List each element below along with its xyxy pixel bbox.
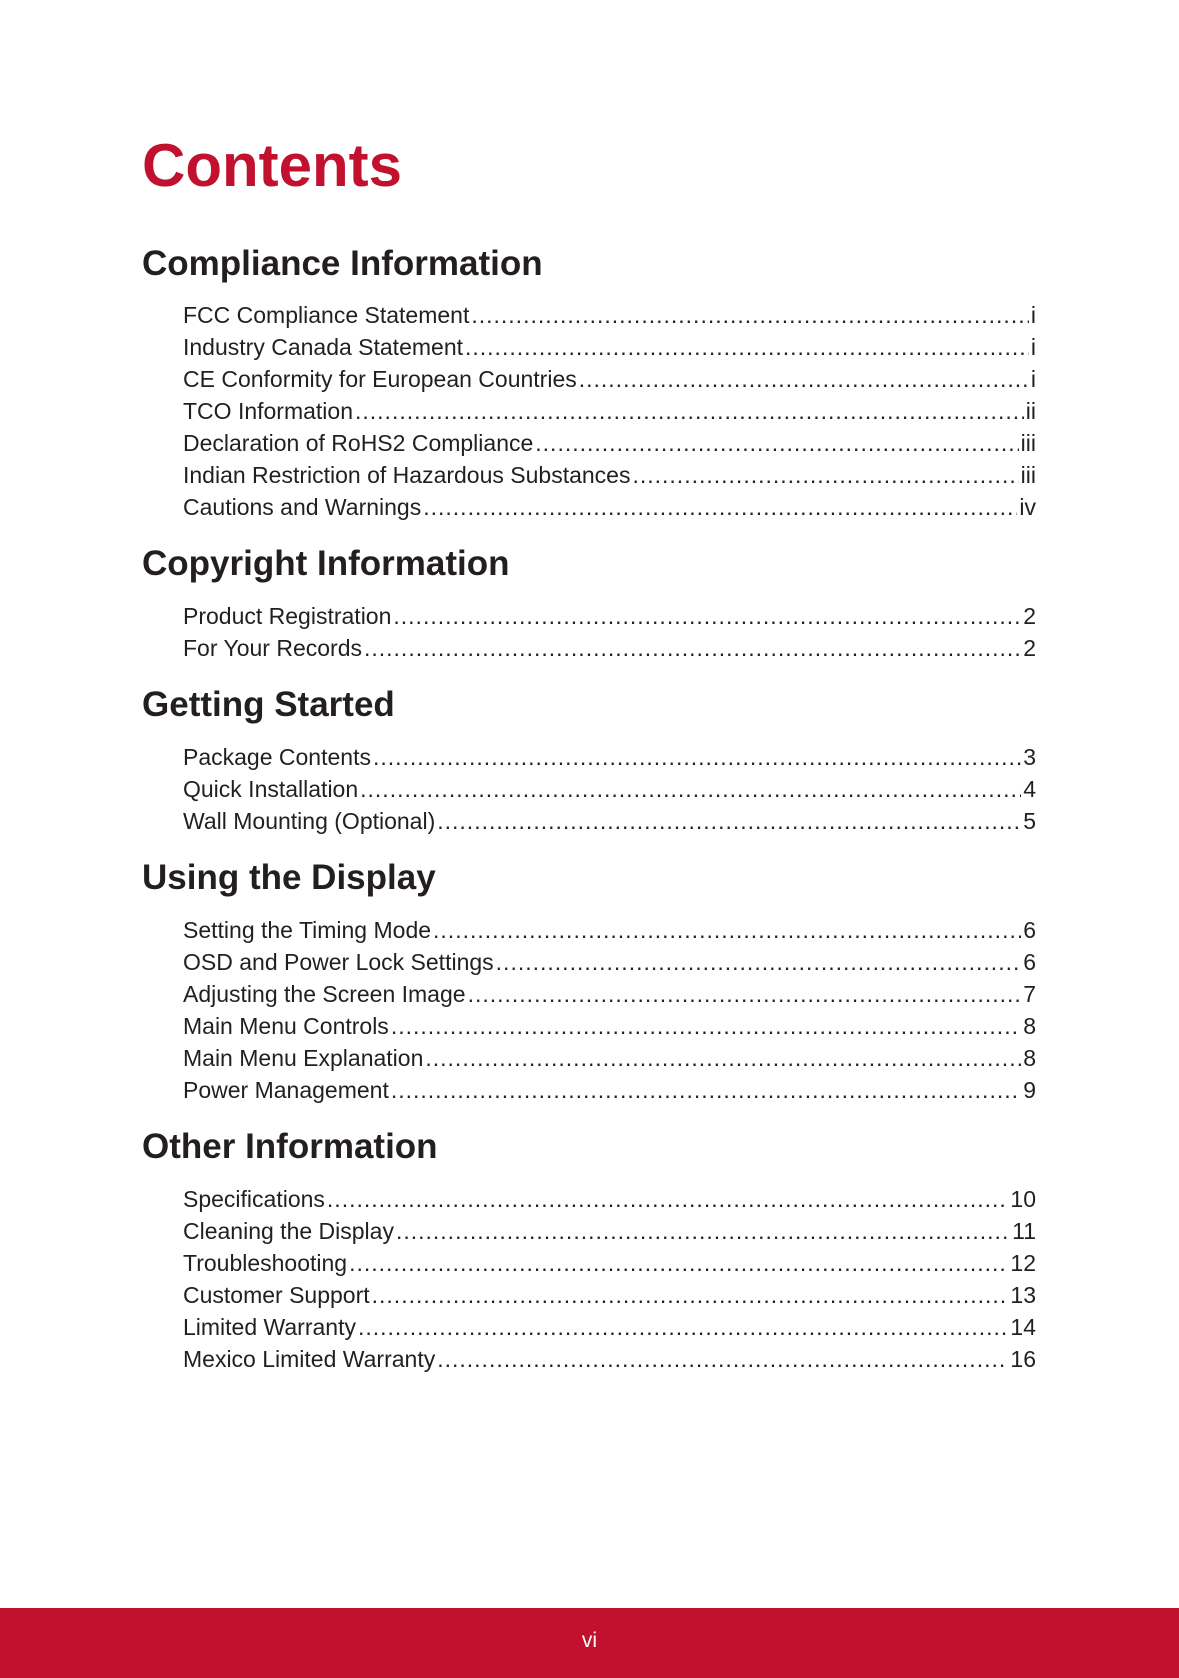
dot-leader [364, 632, 1021, 664]
dot-leader [632, 459, 1018, 491]
toc-entry[interactable] [183, 1279, 1036, 1311]
dot-leader [391, 1010, 1021, 1042]
toc-entry[interactable] [183, 1215, 1036, 1247]
dot-leader [433, 914, 1021, 946]
toc-entry[interactable] [183, 1247, 1036, 1279]
dot-leader [468, 978, 1022, 1010]
toc-entry-label: Indian Restriction of Hazardous Substances [183, 462, 631, 488]
toc-entry-label: Customer Support [183, 1282, 370, 1308]
toc-entry-page: ii [1025, 398, 1036, 424]
toc-entry-label: FCC Compliance Statement [183, 302, 470, 328]
toc-entry-page: 6 [1023, 917, 1036, 943]
dot-leader [393, 600, 1021, 632]
toc-entry-label: CE Conformity for European Countries [183, 366, 577, 392]
toc-entry-page: iii [1020, 430, 1036, 456]
toc-entry[interactable] [183, 331, 1036, 363]
toc-entry[interactable] [183, 491, 1036, 523]
dot-leader [358, 1311, 1008, 1343]
toc-entry[interactable] [183, 427, 1036, 459]
section-heading-using-display: Using the Display [142, 858, 436, 897]
toc-entry-page: iii [1020, 462, 1036, 488]
section-heading-copyright: Copyright Information [142, 544, 510, 583]
dot-leader [425, 1042, 1021, 1074]
dot-leader [423, 491, 1017, 523]
dot-leader [391, 1074, 1021, 1106]
toc-entry-page: 8 [1023, 1045, 1036, 1071]
toc-entry-page: 5 [1023, 808, 1036, 834]
toc-entry[interactable] [183, 946, 1036, 978]
dot-leader [437, 1343, 1008, 1375]
toc-entry[interactable] [183, 805, 1036, 837]
toc-list-copyright [183, 600, 1036, 664]
dot-leader [579, 363, 1029, 395]
toc-entry-page: 6 [1023, 949, 1036, 975]
dot-leader [349, 1247, 1008, 1279]
section-heading-getting-started: Getting Started [142, 685, 395, 724]
toc-entry[interactable] [183, 1183, 1036, 1215]
toc-entry-label: TCO Information [183, 398, 353, 424]
dot-leader [373, 741, 1021, 773]
toc-entry-page: 8 [1023, 1013, 1036, 1039]
toc-entry-page: i [1030, 366, 1036, 392]
footer-bar [0, 1608, 1179, 1678]
dot-leader [496, 946, 1022, 978]
dot-leader [471, 299, 1029, 331]
toc-entry-label: Cautions and Warnings [183, 494, 422, 520]
toc-entry[interactable] [183, 914, 1036, 946]
section-heading-compliance: Compliance Information [142, 244, 543, 283]
dot-leader [327, 1183, 1008, 1215]
toc-entry-page: iv [1019, 494, 1036, 520]
dot-leader [465, 331, 1029, 363]
toc-entry[interactable] [183, 1074, 1036, 1106]
page-title: Contents [142, 132, 402, 199]
toc-entry-label: Industry Canada Statement [183, 334, 463, 360]
dot-leader [437, 805, 1021, 837]
toc-entry-page: 10 [1010, 1186, 1036, 1212]
toc-entry-page: 2 [1023, 603, 1036, 629]
toc-entry-label: Setting the Timing Mode [183, 917, 432, 943]
section-heading-other: Other Information [142, 1127, 438, 1166]
toc-list-using-display [183, 914, 1036, 1106]
toc-entry[interactable] [183, 459, 1036, 491]
toc-list-getting-started [183, 741, 1036, 837]
toc-entry[interactable] [183, 1042, 1036, 1074]
toc-entry-page: 2 [1023, 635, 1036, 661]
toc-entry-page: 14 [1010, 1314, 1036, 1340]
toc-entry-label: Wall Mounting (Optional) [183, 808, 436, 834]
toc-entry-page: 4 [1023, 776, 1036, 802]
toc-entry-label: Quick Installation [183, 776, 359, 802]
toc-entry[interactable] [183, 299, 1036, 331]
toc-entry[interactable] [183, 395, 1036, 427]
toc-list-compliance [183, 299, 1036, 523]
toc-entry-page: 3 [1023, 744, 1036, 770]
toc-entry-label: Main Menu Explanation [183, 1045, 424, 1071]
footer-page-number: vi [581, 1629, 598, 1652]
toc-entry[interactable] [183, 1010, 1036, 1042]
toc-entry[interactable] [183, 741, 1036, 773]
dot-leader [372, 1279, 1009, 1311]
toc-entry-page: 11 [1012, 1218, 1036, 1244]
toc-entry-label: Product Registration [183, 603, 392, 629]
toc-entry-label: Troubleshooting [183, 1250, 348, 1276]
dot-leader [360, 773, 1021, 805]
toc-entry[interactable] [183, 363, 1036, 395]
toc-entry-page: 13 [1010, 1282, 1036, 1308]
toc-entry-label: Limited Warranty [183, 1314, 356, 1340]
toc-entry[interactable] [183, 773, 1036, 805]
toc-entry-page: 12 [1010, 1250, 1036, 1276]
toc-entry-label: For Your Records [183, 635, 362, 661]
toc-entry-label: Mexico Limited Warranty [183, 1346, 436, 1372]
toc-entry-label: Package Contents [183, 744, 371, 770]
toc-entry-page: i [1030, 334, 1036, 360]
toc-entry-page: 9 [1023, 1077, 1036, 1103]
toc-entry-page: 16 [1010, 1346, 1036, 1372]
toc-entry[interactable] [183, 600, 1036, 632]
toc-list-other [183, 1183, 1036, 1375]
toc-entry-label: Cleaning the Display [183, 1218, 394, 1244]
toc-entry-label: Power Management [183, 1077, 389, 1103]
toc-entry-page: i [1030, 302, 1036, 328]
toc-entry[interactable] [183, 1343, 1036, 1375]
toc-entry-label: Adjusting the Screen Image [183, 981, 466, 1007]
toc-entry-label: Declaration of RoHS2 Compliance [183, 430, 534, 456]
toc-entry[interactable] [183, 632, 1036, 664]
toc-entry-label: Main Menu Controls [183, 1013, 389, 1039]
toc-entry[interactable] [183, 978, 1036, 1010]
dot-leader [396, 1215, 1010, 1247]
dot-leader [535, 427, 1018, 459]
toc-entry-label: Specifications [183, 1186, 325, 1212]
toc-entry-page: 7 [1023, 981, 1036, 1007]
toc-entry[interactable] [183, 1311, 1036, 1343]
toc-entry-label: OSD and Power Lock Settings [183, 949, 494, 975]
dot-leader [355, 395, 1024, 427]
